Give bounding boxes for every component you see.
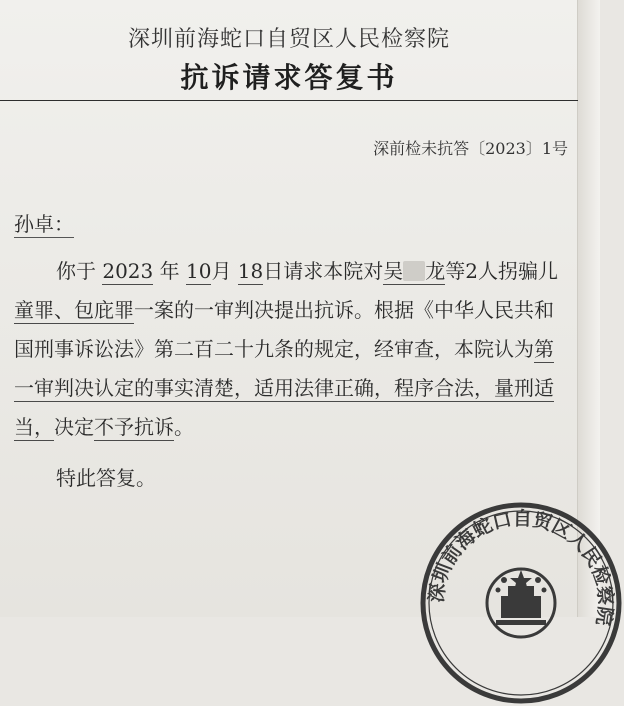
l1-a: 你于 — [56, 259, 96, 283]
charge-names: 童罪、包庇罪 — [14, 298, 134, 322]
closing-line: 特此答复。 — [56, 466, 156, 490]
seal-text-path: 深圳前海蛇口自贸区人民检察院 — [425, 507, 617, 627]
l3-b: 第 — [534, 337, 554, 361]
l1-c: 月 — [211, 259, 232, 283]
l5-b: 决定 — [54, 415, 94, 439]
body-line-3 — [14, 333, 554, 362]
defendant-name — [383, 259, 445, 285]
request-year: 2023 — [102, 259, 154, 283]
defendant-name-start: 吴 — [383, 259, 404, 283]
body-line-5 — [14, 411, 194, 440]
l2-b: 一案的一审判决提出抗诉。根据《中华人民共和 — [134, 298, 554, 322]
body-line-1 — [56, 255, 558, 284]
header-divider — [0, 100, 578, 101]
l4-a: 一审判决认定的事实清楚，适用法律正确，程序合法，量刑适 — [14, 376, 554, 400]
l5-d: 。 — [174, 415, 194, 439]
document-title: 抗诉请求答复书 — [180, 61, 398, 94]
l1-e: 等2人拐骗儿 — [445, 259, 558, 283]
l5-a: 当， — [14, 415, 54, 439]
l1-d: 日请求本院对 — [263, 259, 384, 283]
addressee-name: 孙卓： — [14, 212, 74, 236]
decision-text: 不予抗诉 — [94, 415, 174, 439]
addressee — [14, 208, 74, 237]
l3-a: 国刑事诉讼法》第二百二十九条的规定，经审查，本院认为 — [14, 337, 534, 361]
request-day: 18 — [237, 259, 264, 283]
official-seal — [418, 500, 624, 706]
body-line-2 — [14, 294, 554, 323]
national-emblem-icon — [487, 569, 555, 637]
document-number: 深前检未抗答〔2023〕1号 — [373, 139, 568, 158]
defendant-name-end: 龙 — [425, 259, 446, 283]
redacted-block — [403, 261, 425, 281]
body-line-4 — [14, 372, 554, 401]
issuing-organization: 深圳前海蛇口自贸区人民检察院 — [127, 27, 450, 52]
request-month: 10 — [185, 259, 212, 283]
l1-b: 年 — [159, 259, 180, 283]
